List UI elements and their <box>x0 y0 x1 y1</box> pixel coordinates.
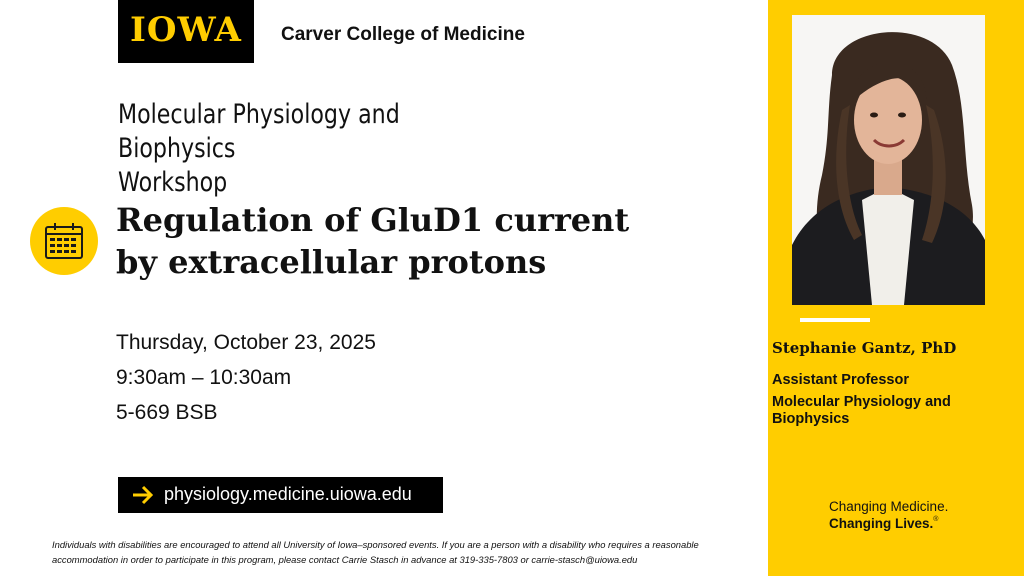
website-link[interactable] <box>118 477 443 513</box>
arrow-right-icon <box>131 484 155 506</box>
website-url: physiology.medicine.uiowa.edu <box>164 484 412 504</box>
calendar-icon <box>43 220 85 262</box>
speaker-photo <box>792 15 985 305</box>
tagline-line-1: Changing Medicine. <box>829 499 949 514</box>
iowa-logo <box>118 0 254 63</box>
speaker-department: Molecular Physiology and Biophysics <box>772 394 951 427</box>
workshop-series <box>118 98 495 200</box>
accessibility-disclaimer: Individuals with disabilities are encouraged to attend all University of Iowa–sponsored events. If you are a person with a disability who requires a reasonable accommodation in order to participate in this program, please contact Carrie Stasch in advance at 319-335-7803 or carrie-stasch@uiowa.edu <box>52 539 699 565</box>
event-time: 9:30am – 10:30am <box>116 366 292 389</box>
speaker-title: Assistant Professor <box>772 372 909 388</box>
college-name: Carver College of Medicine <box>281 24 525 45</box>
logo-text: IOWA <box>130 10 242 50</box>
tagline-line-2 <box>829 516 938 531</box>
series-line-1: Molecular Physiology and Biophysics <box>118 99 400 164</box>
calendar-badge <box>30 207 98 275</box>
speaker-name: Stephanie Gantz, PhD <box>772 339 957 357</box>
event-location: 5-669 BSB <box>116 401 218 424</box>
series-line-2: Workshop <box>118 167 228 198</box>
registered-mark: ® <box>933 516 939 523</box>
event-date: Thursday, October 23, 2025 <box>116 331 376 354</box>
talk-title: Regulation of GluD1 current by extracellular protons <box>116 201 630 281</box>
divider-rule <box>800 318 870 322</box>
tagline-line-2-text: Changing Lives. <box>829 516 934 531</box>
speaker-panel <box>768 0 1024 576</box>
